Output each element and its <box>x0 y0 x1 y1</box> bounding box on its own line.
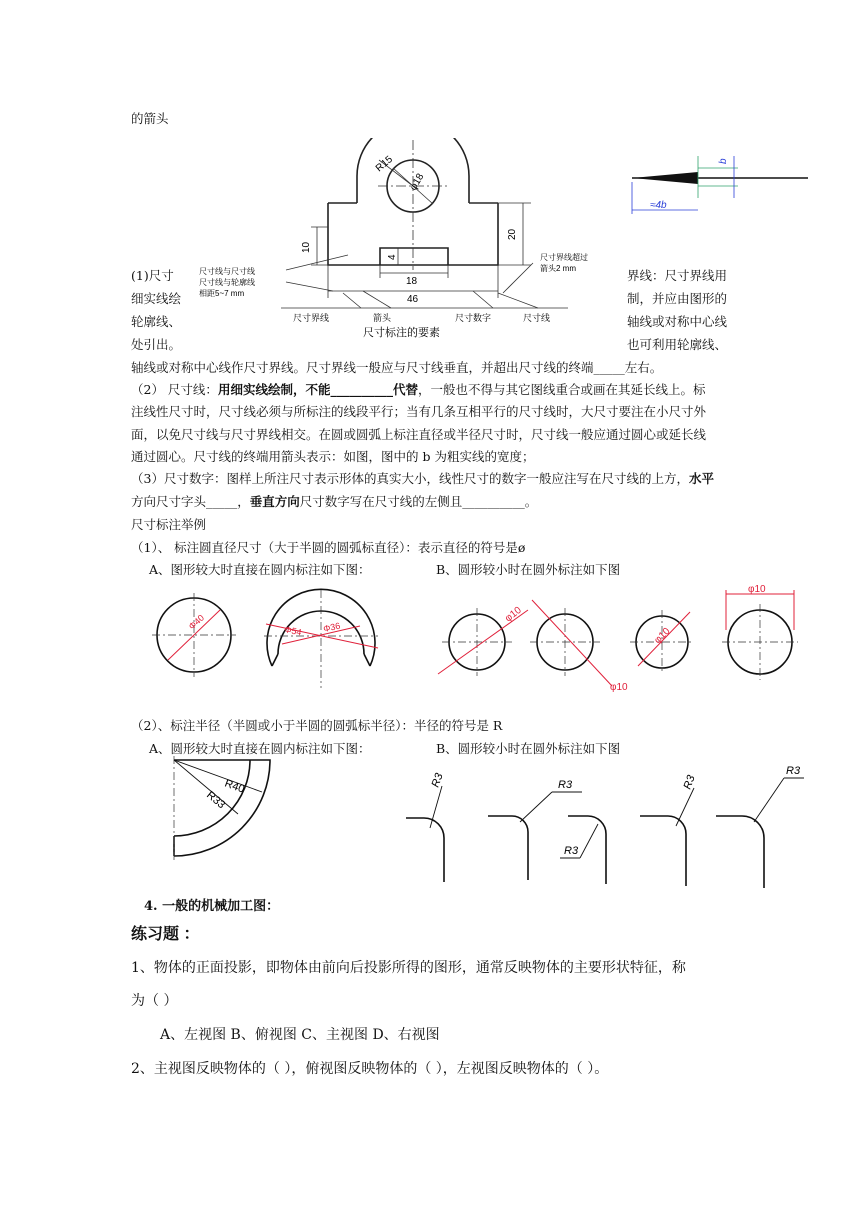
radius-caption-b: B、圆形较小时在圆外标注如下图 <box>436 741 621 756</box>
exercises-title: 练习题 ： <box>131 926 200 943</box>
note-left-3: 相距5~7 mm <box>199 289 245 298</box>
para2-line2: 注线性尺寸时，尺寸线必须与所标注的线段平行；当有几条互相平行的尺寸线时，大尺寸要注在小尺寸外 <box>131 404 707 419</box>
dimension-elements-figure <box>193 138 625 338</box>
radius-large-figure <box>162 752 282 862</box>
para2-prefix: （2） 尺寸线： <box>131 382 218 397</box>
para3-bold-vertical: 垂直方向 <box>249 494 300 509</box>
label-4b: ≈4b <box>650 200 667 211</box>
label-phi36: Φ36 <box>322 620 342 634</box>
tag-dimension-line: 尺寸线 <box>523 313 551 323</box>
label-r3-d: R3 <box>681 773 698 792</box>
section-4-heading: 4. 一般的机械加工图： <box>144 899 280 914</box>
tag-extension-line: 尺寸界线 <box>293 313 330 323</box>
label-phi10-a: φ10 <box>503 604 524 625</box>
radius-caption-a: A、圆形较大时直接在圆内标注如下图： <box>149 741 371 756</box>
label-d18: 18 <box>406 276 418 287</box>
label-r40: R40 <box>222 777 247 796</box>
para3-line2 <box>131 494 537 510</box>
radius-small-figure <box>392 762 807 890</box>
para3-l2c: 尺寸数字写在尺寸线的左侧且__________。 <box>299 494 538 509</box>
para1-line2-left: 细实线绘 <box>131 291 182 306</box>
diameter-title: （1）、 标注圆直径尺寸（大于半圆的圆弧标直径）：表示直径的符号是ø <box>131 540 526 555</box>
tag-arrow: 箭头 <box>373 313 392 323</box>
note-right-1: 尺寸界线超过 <box>540 253 588 262</box>
label-r3-c: R3 <box>564 845 579 857</box>
diameter-small-figure <box>432 582 807 700</box>
label-phi10-b: φ10 <box>610 682 628 693</box>
label-r3-e: R3 <box>786 765 801 777</box>
para3-text: （3）尺寸数字：图样上所注尺寸表示形体的真实大小，线性尺寸的数字一般应注写在尺寸线的上方， <box>131 471 689 486</box>
label-r3-b: R3 <box>558 779 573 791</box>
para1-line1-left: (1)尺寸 <box>131 268 174 283</box>
note-left-1: 尺寸线与尺寸线 <box>199 267 255 276</box>
arrow-proportion-figure <box>628 148 810 220</box>
label-phi10-d: φ10 <box>748 584 766 595</box>
label-phi10-c: φ10 <box>652 625 673 647</box>
radius-title: （2）、标注半径（半圆或小于半圆的圆弧标半径）：半径的符号是 R <box>131 718 503 733</box>
para2-line3: 面，以免尺寸线与尺寸界线相交。在圆或圆弧上标注直径或半径尺寸时，尺寸线一般应通过圆心或延长线 <box>131 427 707 442</box>
para2-rest: ，一般也不得与其它图线重合或画在其延长线上。标 <box>417 382 706 397</box>
para1-line4-right: 也可利用轮廓线、 <box>627 337 728 352</box>
label-phi54: Φ54 <box>283 624 303 638</box>
label-r15: R15 <box>373 154 395 175</box>
tag-dimension-number: 尺寸数字 <box>455 313 492 323</box>
para2-line1 <box>131 382 705 398</box>
para1-line5: 轴线或对称中心线作尺寸界线。尺寸界线一般应与尺寸线垂直，并超出尺寸线的终端_____左右。 <box>131 360 663 375</box>
label-phi18: φ18 <box>408 171 427 193</box>
para1-line1-right: 界线：尺寸界线用 <box>627 268 728 283</box>
para1-line3-left: 轮廓线、 <box>131 314 182 329</box>
diameter-large-figure <box>152 588 382 698</box>
question-2: 2、主视图反映物体的（ ），俯视图反映物体的（ ），左视图反映物体的（ ）。 <box>131 1061 609 1077</box>
top-fragment: 的箭头 <box>131 111 169 126</box>
diameter-caption-a: A、图形较大时直接在圆内标注如下图： <box>149 562 371 577</box>
label-d20: 20 <box>507 228 518 240</box>
diameter-caption-b: B、圆形较小时在圆外标注如下图 <box>436 562 621 577</box>
note-left-2: 尺寸线与轮廓线 <box>199 278 255 287</box>
figure-caption: 尺寸标注的要素 <box>363 327 440 338</box>
examples-title: 尺寸标注举例 <box>131 517 207 532</box>
question-1-line2: 为（ ） <box>131 993 178 1009</box>
label-phi40: Φ40 <box>186 612 207 632</box>
question-1-options: A、左视图 B、俯视图 C、主视图 D、右视图 <box>160 1027 440 1043</box>
para1-line4-left: 处引出。 <box>131 337 182 352</box>
para2-bold: 用细实线绘制，不能__________代替 <box>217 382 418 397</box>
note-right-2: 箭头2 mm <box>540 264 576 273</box>
label-r3-a: R3 <box>429 771 446 790</box>
para3-l2a: 方向尺寸字头_____， <box>131 494 250 509</box>
label-d4: 4 <box>387 254 398 260</box>
para1-line2-right: 制，并应由图形的 <box>627 291 728 306</box>
para3-line1 <box>131 471 714 487</box>
label-d46: 46 <box>407 294 419 305</box>
label-b: b <box>718 158 729 164</box>
label-d10: 10 <box>301 241 312 253</box>
para1-line3-right: 轴线或对称中心线 <box>627 314 728 329</box>
label-r33: R33 <box>204 789 228 812</box>
para3-bold-horizontal: 水平 <box>688 471 714 486</box>
question-1-line1: 1、物体的正面投影，即物体由前向后投影所得的图形，通常反映物体的主要形状特征，称 <box>131 960 686 976</box>
para2-line4: 通过圆心。尺寸线的终端用箭头表示：如图，图中的 b 为粗实线的宽度； <box>131 449 535 464</box>
